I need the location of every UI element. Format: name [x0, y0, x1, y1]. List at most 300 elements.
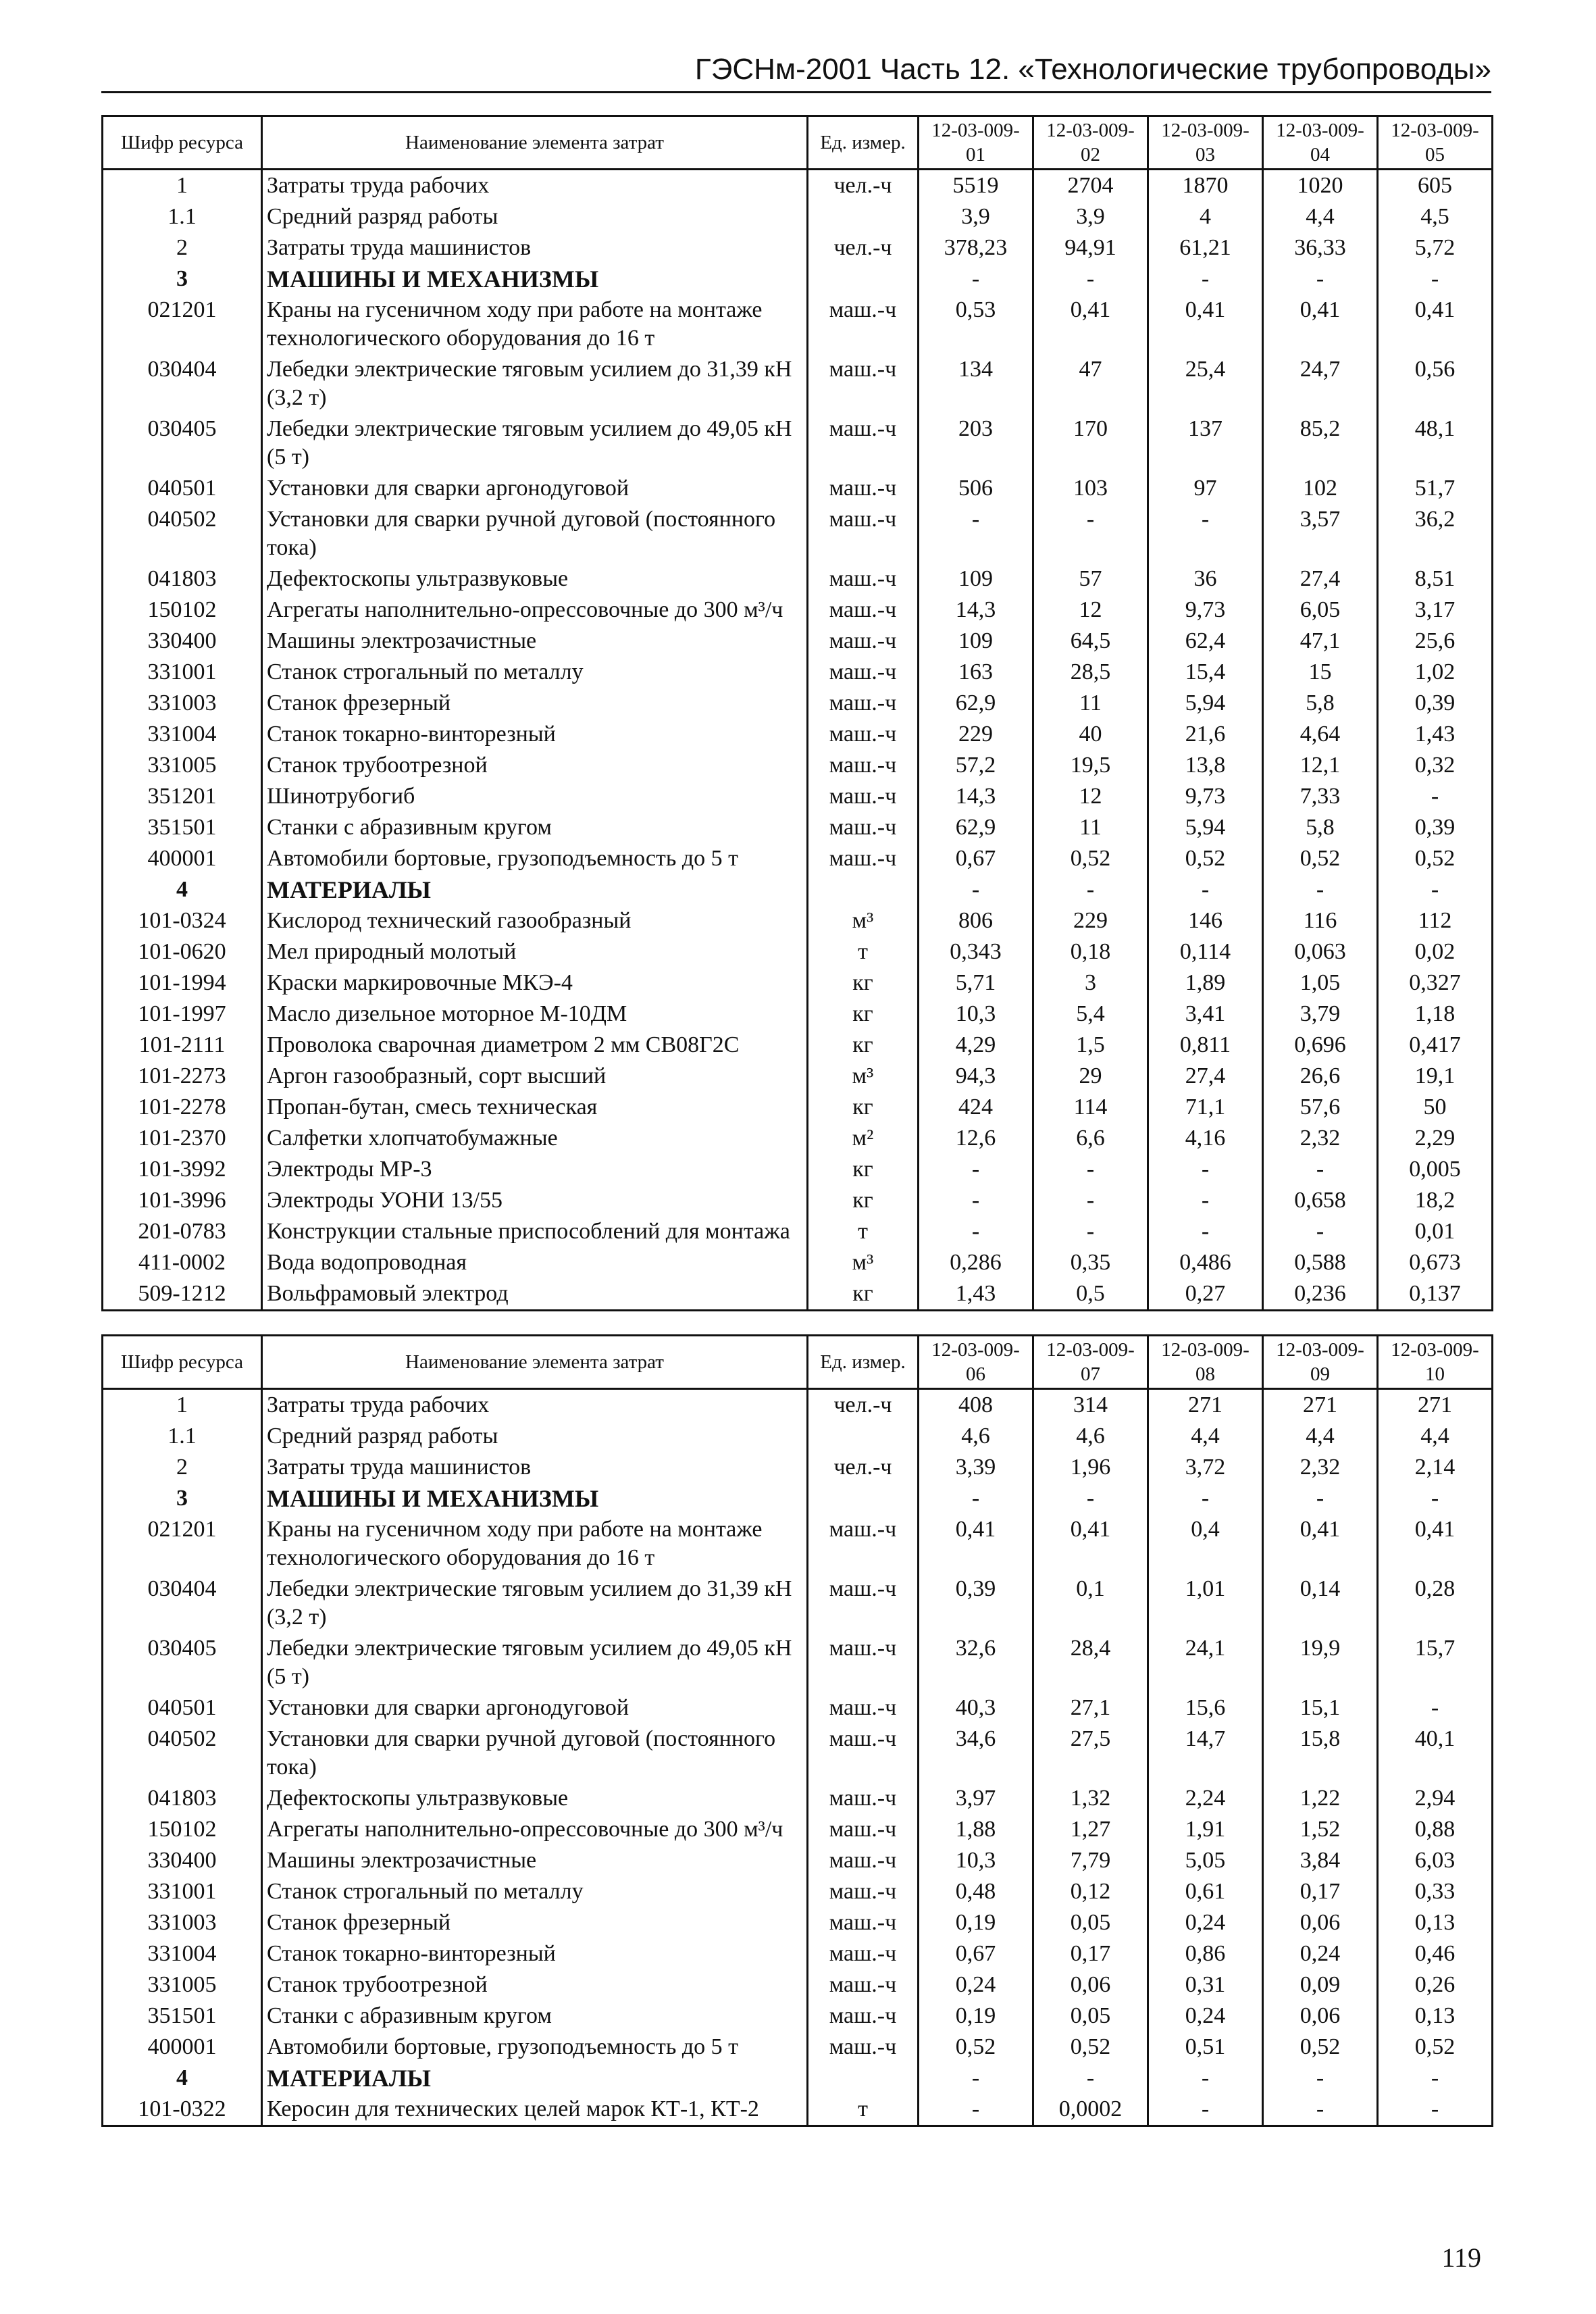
- resource-code: 330400: [103, 1845, 262, 1876]
- norm-value: 0,41: [919, 1514, 1033, 1574]
- norm-value: -: [1033, 1185, 1148, 1216]
- norm-value: 0,52: [1263, 843, 1378, 874]
- norm-value: 2,32: [1263, 1452, 1378, 1483]
- table-row: [103, 201, 1493, 232]
- norm-value: 1,27: [1033, 1814, 1148, 1845]
- cost-element-name: Керосин для технических целей марок КТ-1, КТ-2: [262, 2094, 808, 2126]
- col-code-header: Шифр ресурса: [103, 116, 262, 170]
- norm-value: 9,73: [1148, 781, 1263, 812]
- unit-of-measure: маш.-ч: [808, 1633, 919, 1692]
- unit-of-measure: м²: [808, 1123, 919, 1154]
- norm-value: 0,41: [1263, 295, 1378, 354]
- table-row: [103, 1483, 1493, 1514]
- resource-code: 101-3992: [103, 1154, 262, 1185]
- norm-value: -: [1378, 874, 1493, 905]
- table-row: [103, 1452, 1493, 1483]
- norm-value: -: [1378, 1483, 1493, 1514]
- cost-element-name: Средний разряд работы: [262, 1421, 808, 1452]
- norm-value: 57: [1033, 563, 1148, 595]
- norm-value: -: [1148, 1483, 1263, 1514]
- norm-value: 3,57: [1263, 504, 1378, 563]
- cost-element-name: Установки для сварки ручной дуговой (постоянного тока): [262, 504, 808, 563]
- norm-value: 0,12: [1033, 1876, 1148, 1907]
- unit-of-measure: маш.-ч: [808, 812, 919, 843]
- unit-of-measure: кг: [808, 1030, 919, 1061]
- unit-of-measure: маш.-ч: [808, 2032, 919, 2063]
- norm-value: 103: [1033, 473, 1148, 504]
- col-norm-header: 12-03-009-04: [1263, 116, 1378, 170]
- resource-code: 150102: [103, 595, 262, 626]
- norm-value: 1,02: [1378, 657, 1493, 688]
- resource-code: 351501: [103, 2001, 262, 2032]
- resource-code: 201-0783: [103, 1216, 262, 1247]
- resource-code: 331005: [103, 750, 262, 781]
- resource-code: 150102: [103, 1814, 262, 1845]
- norm-value: 271: [1148, 1389, 1263, 1422]
- unit-of-measure: кг: [808, 1092, 919, 1123]
- norm-value: 0,14: [1263, 1574, 1378, 1633]
- col-code-header: Шифр ресурса: [103, 1336, 262, 1389]
- norm-value: 2704: [1033, 170, 1148, 202]
- resource-code: 331003: [103, 1907, 262, 1938]
- table-row: [103, 812, 1493, 843]
- resource-code: 101-0324: [103, 905, 262, 936]
- norm-value: -: [919, 263, 1033, 295]
- norm-value: 112: [1378, 905, 1493, 936]
- resource-code: 2: [103, 1452, 262, 1483]
- unit-of-measure: маш.-ч: [808, 1907, 919, 1938]
- norm-value: 62,9: [919, 688, 1033, 719]
- table-row: [103, 1633, 1493, 1692]
- norm-value: 170: [1033, 413, 1148, 473]
- resource-code: 040502: [103, 1724, 262, 1783]
- table-row: [103, 936, 1493, 967]
- norm-value: 1,32: [1033, 1783, 1148, 1814]
- unit-of-measure: [808, 263, 919, 295]
- unit-of-measure: [808, 1483, 919, 1514]
- norm-value: 0,48: [919, 1876, 1033, 1907]
- unit-of-measure: маш.-ч: [808, 354, 919, 413]
- norm-value: 85,2: [1263, 413, 1378, 473]
- norm-value: 64,5: [1033, 626, 1148, 657]
- col-unit-header: Ед. измер.: [808, 116, 919, 170]
- table-row: [103, 967, 1493, 999]
- norm-value: 27,5: [1033, 1724, 1148, 1783]
- norm-value: 0,56: [1378, 354, 1493, 413]
- cost-element-name: Машины электрозачистные: [262, 1845, 808, 1876]
- resource-code: 040501: [103, 473, 262, 504]
- table-row: [103, 781, 1493, 812]
- norm-value: 0,0002: [1033, 2094, 1148, 2126]
- resource-code: 351501: [103, 812, 262, 843]
- norm-value: 0,52: [1263, 2032, 1378, 2063]
- table-row: [103, 504, 1493, 563]
- norm-value: 47,1: [1263, 626, 1378, 657]
- unit-of-measure: маш.-ч: [808, 750, 919, 781]
- norm-value: 94,3: [919, 1061, 1033, 1092]
- norm-value: 0,86: [1148, 1938, 1263, 1969]
- table-row: [103, 2032, 1493, 2063]
- unit-of-measure: кг: [808, 1185, 919, 1216]
- cost-element-name: Агрегаты наполнительно-опрессовочные до 300 м³/ч: [262, 595, 808, 626]
- norm-value: -: [1263, 263, 1378, 295]
- norm-value: 0,673: [1378, 1247, 1493, 1278]
- norm-value: 8,51: [1378, 563, 1493, 595]
- norm-value: 0,658: [1263, 1185, 1378, 1216]
- unit-of-measure: м³: [808, 1061, 919, 1092]
- norm-value: 5,94: [1148, 812, 1263, 843]
- col-unit-header: Ед. измер.: [808, 1336, 919, 1389]
- norm-value: 0,39: [1378, 812, 1493, 843]
- norm-value: 314: [1033, 1389, 1148, 1422]
- cost-element-name: Станок фрезерный: [262, 688, 808, 719]
- norm-value: 2,32: [1263, 1123, 1378, 1154]
- table-row: [103, 1421, 1493, 1452]
- norm-value: 21,6: [1148, 719, 1263, 750]
- table-row: [103, 999, 1493, 1030]
- norm-value: 0,39: [919, 1574, 1033, 1633]
- norm-value: 32,6: [919, 1633, 1033, 1692]
- norm-value: 378,23: [919, 232, 1033, 263]
- resource-code: 331003: [103, 688, 262, 719]
- resource-code: 331004: [103, 1938, 262, 1969]
- page-header: [101, 39, 1491, 93]
- resource-code: 4: [103, 2063, 262, 2094]
- table-row: [103, 2063, 1493, 2094]
- resource-code: 101-2111: [103, 1030, 262, 1061]
- norm-value: -: [1033, 874, 1148, 905]
- norm-value: 0,05: [1033, 2001, 1148, 2032]
- norm-value: -: [1033, 1216, 1148, 1247]
- norm-value: 3,9: [919, 201, 1033, 232]
- table-row: [103, 1692, 1493, 1724]
- table-row: [103, 1938, 1493, 1969]
- norm-value: 0,114: [1148, 936, 1263, 967]
- norm-value: -: [919, 2063, 1033, 2094]
- unit-of-measure: маш.-ч: [808, 1783, 919, 1814]
- norm-value: 0,41: [1033, 1514, 1148, 1574]
- table-row: [103, 295, 1493, 354]
- table-row: [103, 1216, 1493, 1247]
- norm-value: 5,8: [1263, 812, 1378, 843]
- cost-element-name: Краски маркировочные МКЭ-4: [262, 967, 808, 999]
- norm-value: 62,9: [919, 812, 1033, 843]
- unit-of-measure: т: [808, 2094, 919, 2126]
- unit-of-measure: маш.-ч: [808, 1574, 919, 1633]
- norm-value: 25,6: [1378, 626, 1493, 657]
- norm-value: 0,41: [1263, 1514, 1378, 1574]
- norm-value: 1,91: [1148, 1814, 1263, 1845]
- norm-value: 27,1: [1033, 1692, 1148, 1724]
- unit-of-measure: маш.-ч: [808, 1814, 919, 1845]
- resource-code: 030405: [103, 1633, 262, 1692]
- resource-table-1: [101, 115, 1493, 1311]
- norm-value: 0,52: [1148, 843, 1263, 874]
- unit-of-measure: кг: [808, 1154, 919, 1185]
- norm-value: -: [1148, 2094, 1263, 2126]
- norm-value: 15,1: [1263, 1692, 1378, 1724]
- table-row: [103, 1574, 1493, 1633]
- resource-code: 330400: [103, 626, 262, 657]
- norm-value: -: [1378, 263, 1493, 295]
- norm-value: 3,97: [919, 1783, 1033, 1814]
- table-row: [103, 170, 1493, 202]
- norm-value: 1,01: [1148, 1574, 1263, 1633]
- table-row: [103, 1389, 1493, 1422]
- cost-element-name: Лебедки электрические тяговым усилием до 49,05 кН (5 т): [262, 1633, 808, 1692]
- resource-code: 101-1994: [103, 967, 262, 999]
- table-row: [103, 1123, 1493, 1154]
- cost-element-name: Лебедки электрические тяговым усилием до 31,39 кН (3,2 т): [262, 354, 808, 413]
- resource-code: 101-2273: [103, 1061, 262, 1092]
- norm-value: 12,6: [919, 1123, 1033, 1154]
- cost-element-name: Станок трубоотрезной: [262, 750, 808, 781]
- norm-value: 3,79: [1263, 999, 1378, 1030]
- table-row: [103, 473, 1493, 504]
- norm-value: 0,61: [1148, 1876, 1263, 1907]
- norm-value: 10,3: [919, 999, 1033, 1030]
- norm-value: 0,35: [1033, 1247, 1148, 1278]
- norm-value: 40,1: [1378, 1724, 1493, 1783]
- resource-code: 2: [103, 232, 262, 263]
- cost-element-name: Вода водопроводная: [262, 1247, 808, 1278]
- cost-element-name: Станок фрезерный: [262, 1907, 808, 1938]
- norm-value: 28,5: [1033, 657, 1148, 688]
- table-row: [103, 750, 1493, 781]
- resource-code: 331005: [103, 1969, 262, 2001]
- norm-value: -: [1378, 1692, 1493, 1724]
- norm-value: 19,9: [1263, 1633, 1378, 1692]
- norm-value: 0,19: [919, 1907, 1033, 1938]
- resource-code: 3: [103, 263, 262, 295]
- cost-element-name: Аргон газообразный, сорт высший: [262, 1061, 808, 1092]
- resource-code: 101-0620: [103, 936, 262, 967]
- unit-of-measure: маш.-ч: [808, 1876, 919, 1907]
- col-norm-header: 12-03-009-10: [1378, 1336, 1493, 1389]
- norm-value: 0,41: [1033, 295, 1148, 354]
- norm-value: -: [1263, 2063, 1378, 2094]
- norm-value: -: [1033, 1154, 1148, 1185]
- unit-of-measure: т: [808, 1216, 919, 1247]
- resource-code: 3: [103, 1483, 262, 1514]
- norm-value: 0,88: [1378, 1814, 1493, 1845]
- norm-value: 1020: [1263, 170, 1378, 202]
- norm-value: 0,52: [1033, 2032, 1148, 2063]
- unit-of-measure: чел.-ч: [808, 232, 919, 263]
- table-row: [103, 413, 1493, 473]
- table-row: [103, 719, 1493, 750]
- norm-value: 26,6: [1263, 1061, 1378, 1092]
- norm-value: 229: [1033, 905, 1148, 936]
- norm-value: -: [919, 2094, 1033, 2126]
- table-row: [103, 626, 1493, 657]
- norm-value: 1870: [1148, 170, 1263, 202]
- norm-value: 0,19: [919, 2001, 1033, 2032]
- unit-of-measure: маш.-ч: [808, 2001, 919, 2032]
- table-row: [103, 1030, 1493, 1061]
- resource-code: 1.1: [103, 1421, 262, 1452]
- table-row: [103, 874, 1493, 905]
- norm-value: 116: [1263, 905, 1378, 936]
- table-row: [103, 905, 1493, 936]
- norm-value: -: [1378, 781, 1493, 812]
- resource-code: 331004: [103, 719, 262, 750]
- norm-value: 0,24: [1263, 1938, 1378, 1969]
- norm-value: 24,7: [1263, 354, 1378, 413]
- resource-code: 1: [103, 170, 262, 202]
- norm-value: 36: [1148, 563, 1263, 595]
- cost-element-name: Конструкции стальные приспособлений для монтажа: [262, 1216, 808, 1247]
- cost-element-name: Средний разряд работы: [262, 201, 808, 232]
- norm-value: 1,52: [1263, 1814, 1378, 1845]
- norm-value: -: [1263, 874, 1378, 905]
- norm-value: 0,696: [1263, 1030, 1378, 1061]
- norm-value: 0,343: [919, 936, 1033, 967]
- norm-value: 0,286: [919, 1247, 1033, 1278]
- unit-of-measure: чел.-ч: [808, 170, 919, 202]
- resource-code: 041803: [103, 1783, 262, 1814]
- norm-value: 0,24: [919, 1969, 1033, 2001]
- norm-value: 271: [1378, 1389, 1493, 1422]
- norm-value: 271: [1263, 1389, 1378, 1422]
- table-row: [103, 1876, 1493, 1907]
- norm-value: 2,94: [1378, 1783, 1493, 1814]
- norm-value: 5,05: [1148, 1845, 1263, 1876]
- unit-of-measure: маш.-ч: [808, 1514, 919, 1574]
- norm-value: 6,05: [1263, 595, 1378, 626]
- table-row: [103, 1814, 1493, 1845]
- table-row: [103, 843, 1493, 874]
- norm-value: 36,2: [1378, 504, 1493, 563]
- norm-value: 4: [1148, 201, 1263, 232]
- norm-value: 146: [1148, 905, 1263, 936]
- norm-value: -: [1033, 1483, 1148, 1514]
- col-norm-header: 12-03-009-07: [1033, 1336, 1148, 1389]
- norm-value: 3: [1033, 967, 1148, 999]
- norm-value: 1,22: [1263, 1783, 1378, 1814]
- norm-value: 11: [1033, 688, 1148, 719]
- norm-value: 1,18: [1378, 999, 1493, 1030]
- resource-code: 400001: [103, 843, 262, 874]
- norm-value: 806: [919, 905, 1033, 936]
- unit-of-measure: маш.-ч: [808, 781, 919, 812]
- cost-element-name: Автомобили бортовые, грузоподъемность до 5 т: [262, 843, 808, 874]
- cost-element-name: Станок токарно-винторезный: [262, 1938, 808, 1969]
- table-row: [103, 595, 1493, 626]
- col-name-header: Наименование элемента затрат: [262, 1336, 808, 1389]
- col-norm-header: 12-03-009-06: [919, 1336, 1033, 1389]
- norm-value: 0,28: [1378, 1574, 1493, 1633]
- norm-value: 15,8: [1263, 1724, 1378, 1783]
- unit-of-measure: чел.-ч: [808, 1389, 919, 1422]
- cost-element-name: Лебедки электрические тяговым усилием до 31,39 кН (3,2 т): [262, 1574, 808, 1633]
- norm-value: 15,6: [1148, 1692, 1263, 1724]
- norm-value: 605: [1378, 170, 1493, 202]
- norm-value: 0,137: [1378, 1278, 1493, 1311]
- norm-value: 5,4: [1033, 999, 1148, 1030]
- cost-element-name: Лебедки электрические тяговым усилием до 49,05 кН (5 т): [262, 413, 808, 473]
- norm-value: 7,79: [1033, 1845, 1148, 1876]
- table-row: [103, 657, 1493, 688]
- norm-value: 4,6: [1033, 1421, 1148, 1452]
- unit-of-measure: маш.-ч: [808, 1969, 919, 2001]
- norm-value: 163: [919, 657, 1033, 688]
- resource-code: 101-0322: [103, 2094, 262, 2126]
- table-row: [103, 1969, 1493, 2001]
- norm-value: 1,89: [1148, 967, 1263, 999]
- norm-value: -: [1378, 2063, 1493, 2094]
- unit-of-measure: м³: [808, 1247, 919, 1278]
- table-row: [103, 1907, 1493, 1938]
- unit-of-measure: маш.-ч: [808, 719, 919, 750]
- resource-code: 041803: [103, 563, 262, 595]
- resource-code: 331001: [103, 657, 262, 688]
- norm-value: 5,72: [1378, 232, 1493, 263]
- unit-of-measure: т: [808, 936, 919, 967]
- cost-element-name: Электроды МР-3: [262, 1154, 808, 1185]
- table-row: [103, 263, 1493, 295]
- cost-element-name: Затраты труда машинистов: [262, 1452, 808, 1483]
- norm-value: 137: [1148, 413, 1263, 473]
- cost-element-name: Агрегаты наполнительно-опрессовочные до 300 м³/ч: [262, 1814, 808, 1845]
- norm-value: 4,5: [1378, 201, 1493, 232]
- cost-element-name: Установки для сварки ручной дуговой (постоянного тока): [262, 1724, 808, 1783]
- norm-value: 0,41: [1378, 295, 1493, 354]
- resource-code: 509-1212: [103, 1278, 262, 1311]
- norm-value: 0,17: [1033, 1938, 1148, 1969]
- norm-value: 71,1: [1148, 1092, 1263, 1123]
- norm-value: 5519: [919, 170, 1033, 202]
- cost-element-name: Станок трубоотрезной: [262, 1969, 808, 2001]
- norm-value: 0,06: [1033, 1969, 1148, 2001]
- cost-element-name: Автомобили бортовые, грузоподъемность до 5 т: [262, 2032, 808, 2063]
- norm-value: 9,73: [1148, 595, 1263, 626]
- norm-value: 0,1: [1033, 1574, 1148, 1633]
- col-norm-header: 12-03-009-09: [1263, 1336, 1378, 1389]
- norm-value: 506: [919, 473, 1033, 504]
- unit-of-measure: кг: [808, 1278, 919, 1311]
- norm-value: 0,17: [1263, 1876, 1378, 1907]
- norm-value: 11: [1033, 812, 1148, 843]
- norm-value: 0,063: [1263, 936, 1378, 967]
- norm-value: 0,06: [1263, 1907, 1378, 1938]
- cost-element-name: Затраты труда рабочих: [262, 170, 808, 202]
- norm-value: -: [1263, 2094, 1378, 2126]
- cost-element-name: Краны на гусеничном ходу при работе на монтаже технологического оборудования до 16 т: [262, 1514, 808, 1574]
- norm-value: -: [1148, 504, 1263, 563]
- norm-value: 0,5: [1033, 1278, 1148, 1311]
- norm-value: -: [919, 1483, 1033, 1514]
- unit-of-measure: маш.-ч: [808, 563, 919, 595]
- norm-value: 0,005: [1378, 1154, 1493, 1185]
- norm-value: 0,588: [1263, 1247, 1378, 1278]
- cost-element-name: Масло дизельное моторное М-10ДМ: [262, 999, 808, 1030]
- norm-value: 50: [1378, 1092, 1493, 1123]
- norm-value: 0,02: [1378, 936, 1493, 967]
- norm-value: -: [1263, 1216, 1378, 1247]
- norm-value: 34,6: [919, 1724, 1033, 1783]
- norm-value: 12: [1033, 781, 1148, 812]
- cost-element-name: Проволока сварочная диаметром 2 мм СВ08Г2С: [262, 1030, 808, 1061]
- norm-value: 3,84: [1263, 1845, 1378, 1876]
- resource-code: 101-2278: [103, 1092, 262, 1123]
- norm-value: 15: [1263, 657, 1378, 688]
- norm-value: 1,43: [1378, 719, 1493, 750]
- table-row: [103, 1247, 1493, 1278]
- norm-value: 4,16: [1148, 1123, 1263, 1154]
- norm-value: 0,417: [1378, 1030, 1493, 1061]
- cost-element-name: Установки для сварки аргонодуговой: [262, 473, 808, 504]
